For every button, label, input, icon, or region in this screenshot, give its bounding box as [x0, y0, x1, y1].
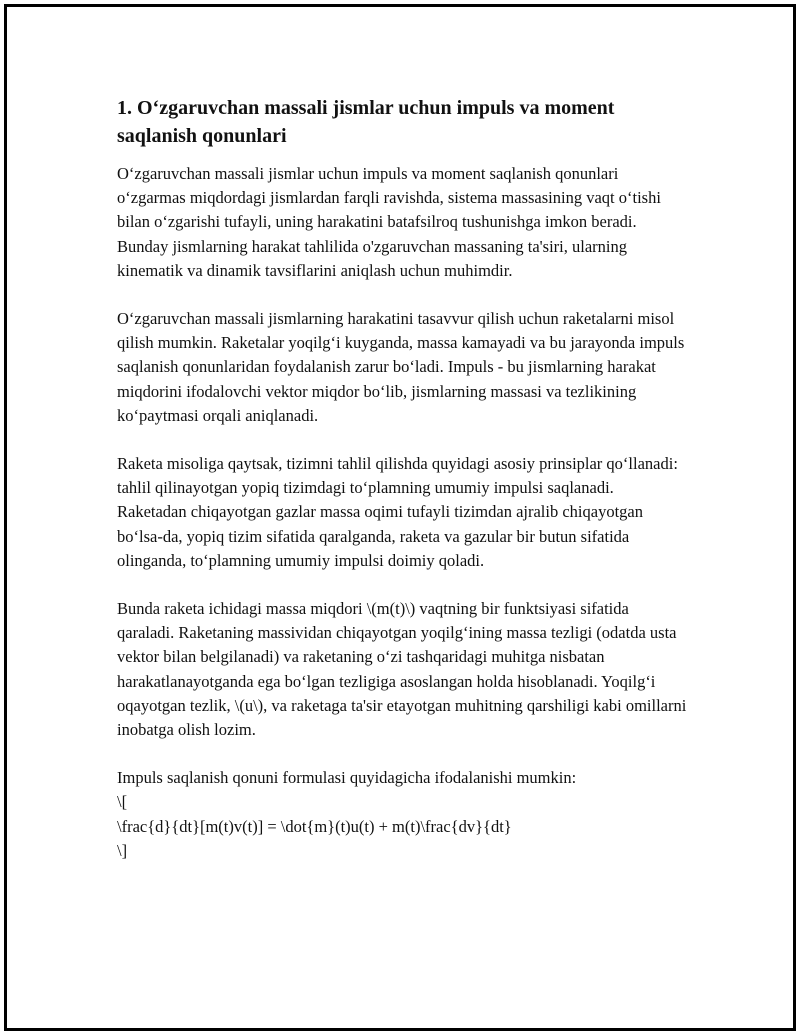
paragraph-3: Raketa misoliga qaytsak, tizimni tahlil qilishda quyidagi asosiy prinsiplar qo‘llanadi: tahlil qilinayotgan yopiq tizimdagi to‘plamning umumiy impulsi saqlanadi. Raketadan chiqayotgan gazlar massa oqimi tufayli tizimdan ajralib chiqayotgan bo‘lsa-da, yopiq tizim sifatida qaralganda, raketa va gazular bir butun sifatida olinganda, to‘plamning umumiy impulsi doimiy qoladi. [117, 454, 678, 570]
document-title: 1. O‘zgaruvchan massali jismlar uchun impuls va moment saqlanish qonunlari [117, 97, 615, 147]
paragraph-2: O‘zgaruvchan massali jismlarning harakatini tasavvur qilish uchun raketalarni misol qilish mumkin. Raketalar yoqilg‘i kuyganda, massa kamayadi va bu jarayonda impuls saqlanish qonunlaridan foydalanish zarur bo‘ladi. Impuls - bu jismlarning harakat miqdorini ifodalovchi vektor miqdor bo‘lib, jismlarning massasi va tezlikining ko‘paytmasi orqali aniqlanadi. [117, 309, 685, 425]
paragraph-4: Bunda raketa ichidagi massa miqdori \(m(t)\) vaqtning bir funktsiyasi sifatida qaraladi. Raketaning massividan chiqayotgan yoqilg‘ining massa tezligi (odatda usta vektor bilan belgilanadi) va raketaning o‘zi tashqaridagi muhitga nisbatan harakatlanayotganda ega bo‘lgan tezligiga asoslangan holda hisoblanadi. Yoqilg‘i oqayotgan tezlik, \(u\), va raketaga ta'sir etayotgan muhitning qarshiligi kabi omillarni inobatga olish lozim. [117, 599, 687, 740]
formula-intro: Impuls saqlanish qonuni formulasi quyidagicha ifodalanishi mumkin: [117, 768, 577, 788]
paragraph-1: O‘zgaruvchan massali jismlar uchun impuls va moment saqlanish qonunlari o‘zgarmas miqdordagi jismlardan farqli ravishda, sistema massasining vaqt o‘tishi bilan o‘zgarishi tufayli, uning harakatini batafsilroq tushunishga imkon beradi. Bunday jismlarning harakat tahlilida o'zgaruvchan massaning ta'siri, ularning kinematik va dinamik tavsiflarini aniqlash uchun muhimdir. [117, 164, 661, 280]
formula-close-delimiter: \] [117, 840, 128, 860]
document-body [117, 94, 687, 863]
formula-body: \frac{d}{dt}[m(t)v(t)] = \dot{m}(t)u(t) + m(t)\frac{dv}{dt} [117, 816, 512, 836]
formula-open-delimiter: \[ [117, 792, 128, 812]
formula-block [117, 766, 687, 863]
